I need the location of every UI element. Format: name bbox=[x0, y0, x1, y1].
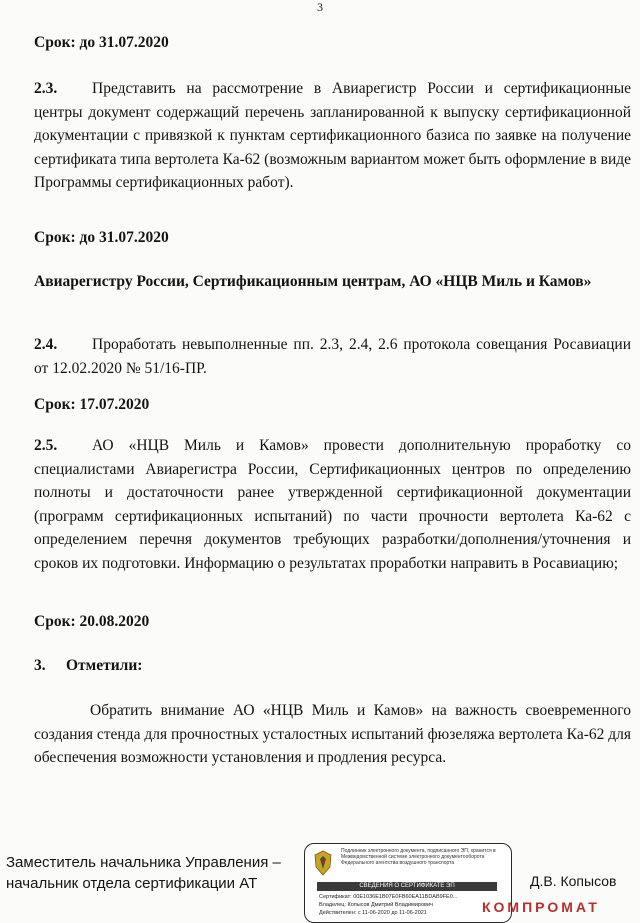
signatory-position-line-2: начальник отдела сертификации АТ bbox=[6, 875, 258, 892]
section-3-text: Обратить внимание АО «НЦВ Миль и Камов» на важность своевременного создания стенда для прочностных усталостных испытаний фюзеляжа вертолета Ка-62 для обеспечения возможности установления и продления ресурса. bbox=[34, 702, 631, 766]
deadline-1: Срок: до 31.07.2020 bbox=[34, 34, 169, 51]
stamp-description: Подлинник электронного документа, подписанного ЭП, хранится в Межведомственной системе электронного документооборота Федерального агентства воздушного транспорта bbox=[341, 848, 496, 866]
item-2-5-number: 2.5. bbox=[34, 437, 58, 454]
signatory-name: Д.В. Копысов bbox=[530, 873, 617, 889]
signatory-position bbox=[6, 852, 281, 894]
watermark: КОМПРОМАТ bbox=[482, 899, 600, 915]
item-2-5 bbox=[34, 434, 631, 575]
electronic-signature-stamp bbox=[304, 843, 512, 923]
section-3-title: Отметили: bbox=[66, 657, 143, 674]
item-2-5-text: АО «НЦВ Миль и Камов» провести дополнительную проработку со специалистами Авиарегистра России, Сертификационных центров по определению полноты и достаточности ранее утвержденной сертификационной документации (программ сертификационных испытаний) по части прочности вертолета Ка-62 с определением перечня документов требующих разработки/дополнения/уточнения и сроков их подготовки. Информацию о результатах проработки направить в Росавиацию; bbox=[34, 437, 631, 572]
stamp-header: СВЕДЕНИЯ О СЕРТИФИКАТЕ ЭП bbox=[317, 882, 497, 891]
item-2-4 bbox=[34, 333, 631, 380]
deadline-2: Срок: до 31.07.2020 bbox=[34, 229, 169, 246]
addressees: Авиарегистру России, Сертификационным центрам, АО «НЦВ Миль и Камов» bbox=[34, 273, 592, 290]
item-2-3-number: 2.3. bbox=[34, 80, 58, 97]
item-2-4-text: Проработать невыполненные пп. 2.3, 2.4, 2.6 протокола совещания Росавиации от 12.02.2020 № 51/16-ПР. bbox=[34, 336, 631, 377]
deadline-4: Срок: 20.08.2020 bbox=[34, 613, 150, 630]
item-2-4-number: 2.4. bbox=[34, 336, 58, 353]
page-number: 3 bbox=[317, 0, 323, 14]
item-2-3-text: Представить на рассмотрение в Авиарегистр России и сертификационные центры документ содержащий перечень запланированной к выпуску сертификационной документации с привязкой к пунктам сертификационного базиса по заявке на получение сертификата типа вертолета Ка-62 (возможным вариантом может быть оформление в виде Программы сертификационных работ). bbox=[34, 80, 632, 191]
signatory-position-line-1: Заместитель начальника Управления – bbox=[6, 854, 281, 871]
section-3-heading bbox=[34, 654, 631, 678]
coat-of-arms-icon bbox=[311, 849, 335, 877]
deadline-3: Срок: 17.07.2020 bbox=[34, 396, 150, 413]
stamp-valid: Действителен: с 11-06-2020 до 11-06-2021 bbox=[319, 910, 427, 916]
item-2-3 bbox=[34, 77, 631, 195]
stamp-owner: Владелец: Копысов Дмитрий Владимирович bbox=[319, 902, 433, 908]
section-3-number: 3. bbox=[34, 657, 46, 674]
stamp-certificate: Сертификат: 00E1036E1B07E0FB60EA11BDAB9FE0... bbox=[319, 894, 458, 900]
